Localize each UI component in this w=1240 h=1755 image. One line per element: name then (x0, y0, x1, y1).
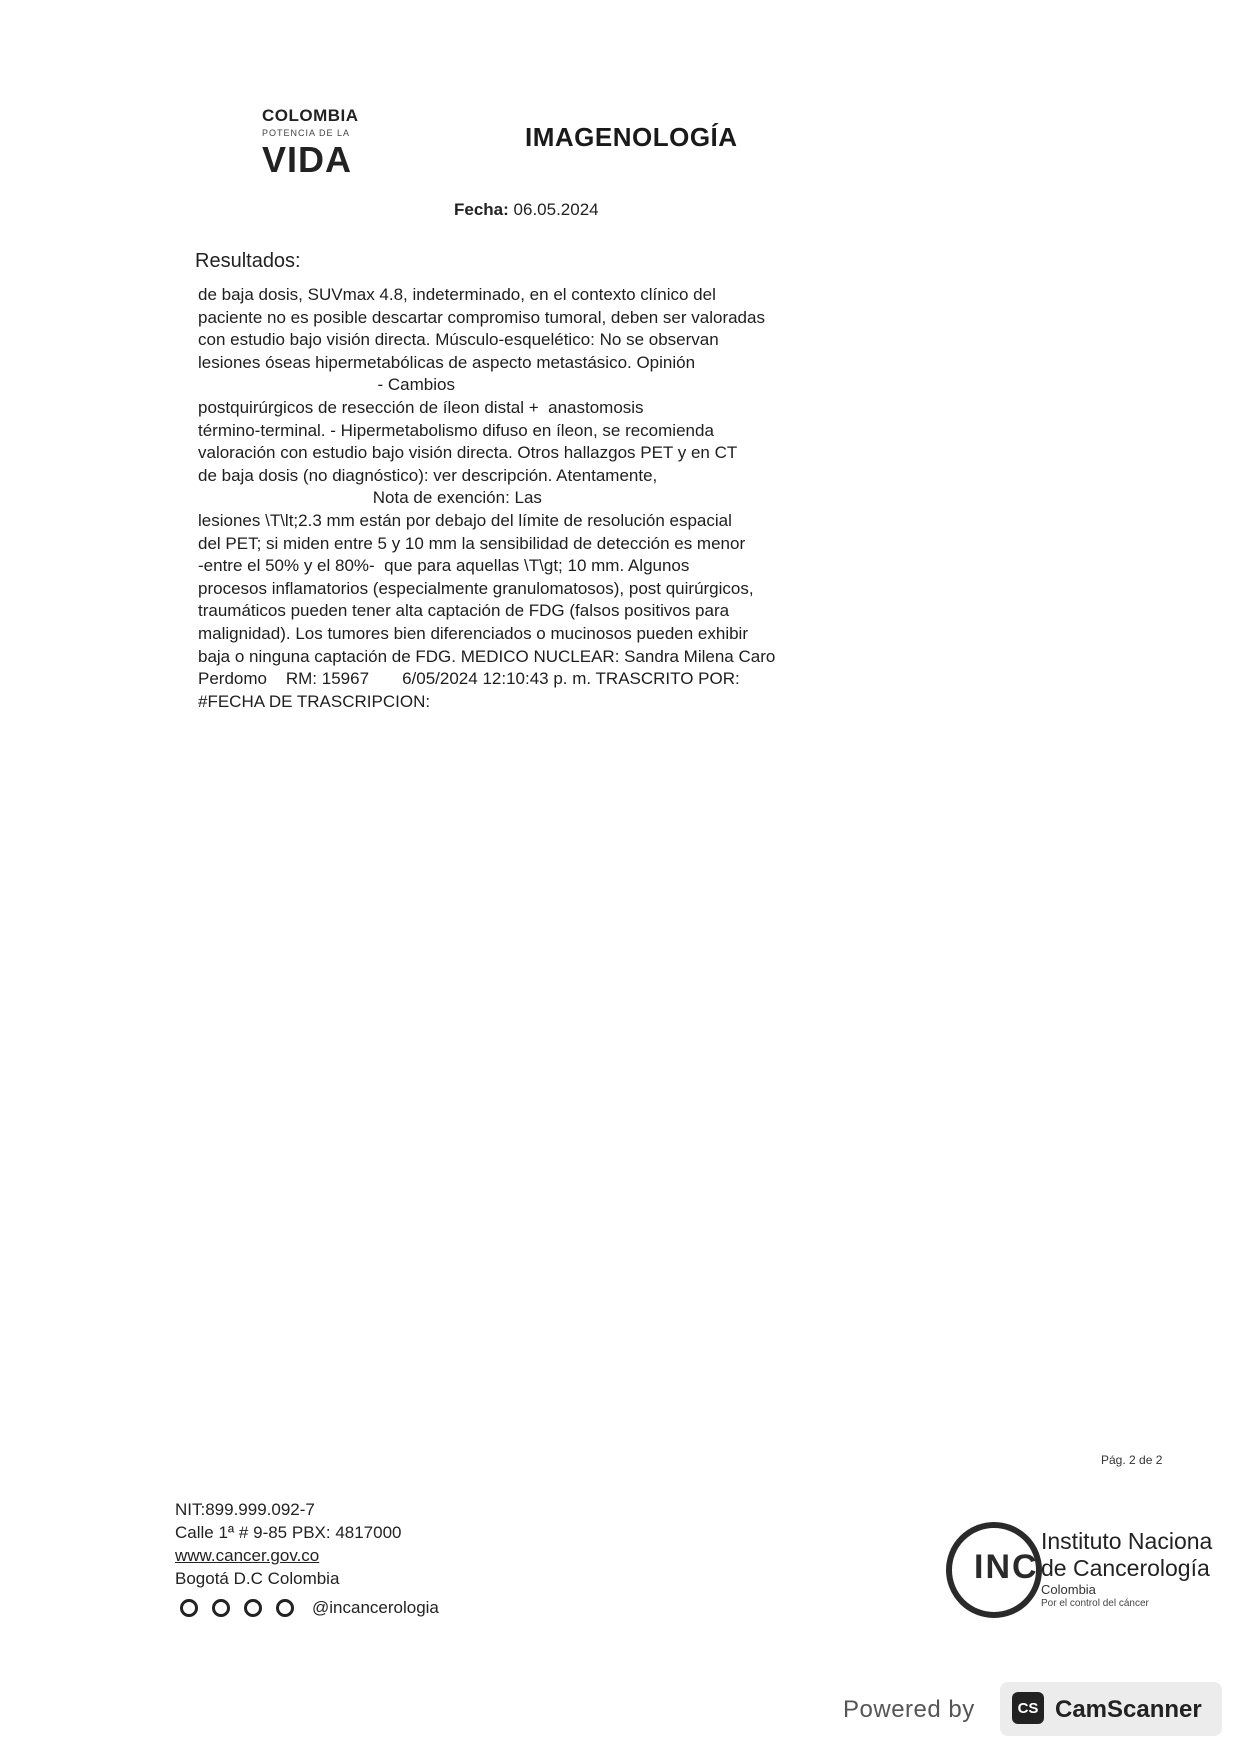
report-line: término-terminal. - Hipermetabolismo difuso en íleon, se recomienda (198, 420, 714, 440)
facebook-icon[interactable] (212, 1599, 230, 1617)
report-line: #FECHA DE TRASCRIPCION: (198, 691, 431, 711)
report-line: baja o ninguna captación de FDG. MEDICO NUCLEAR: Sandra Milena Caro (198, 646, 776, 666)
youtube-icon[interactable] (276, 1599, 294, 1617)
report-line: valoración con estudio bajo visión directa. Otros hallazgos PET y en CT (198, 443, 738, 463)
camscanner-brand: CamScanner (1055, 1696, 1202, 1723)
institution-country: Colombia (1041, 1582, 1096, 1597)
institution-name-line2: de Cancerología (1041, 1555, 1210, 1581)
logo-colombia-text: COLOMBIA (262, 106, 359, 125)
footer-address: Calle 1ª # 9-85 PBX: 4817000 (175, 1523, 402, 1542)
report-line: con estudio bajo visión directa. Músculo-esquelético: No se observan (198, 330, 719, 350)
footer-website-link[interactable]: www.cancer.gov.co (175, 1546, 320, 1565)
social-row (180, 1598, 439, 1618)
date-value: 06.05.2024 (513, 200, 599, 219)
date-label: Fecha: (454, 200, 509, 219)
report-date (454, 200, 599, 220)
document-title: IMAGENOLOGÍA (525, 122, 738, 152)
institution-logo-mark: INC (974, 1548, 1039, 1586)
report-line: lesiones óseas hipermetabólicas de aspecto metastásico. Opinión (198, 352, 696, 372)
report-line: del PET; si miden entre 5 y 10 mm la sensibilidad de detección es menor (198, 533, 746, 553)
institution-name-line1: Instituto Naciona (1041, 1528, 1213, 1554)
report-line: malignidad). Los tumores bien diferenciados o mucinosos pueden exhibir (198, 623, 748, 643)
report-line: lesiones \T\lt;2.3 mm están por debajo del límite de resolución espacial (198, 510, 732, 530)
report-line: de baja dosis, SUVmax 4.8, indeterminado, en el contexto clínico del (198, 285, 716, 304)
twitter-icon[interactable] (244, 1599, 262, 1617)
report-body (198, 284, 858, 713)
page-number: Pág. 2 de 2 (1101, 1453, 1163, 1467)
footer-city: Bogotá D.C Colombia (175, 1569, 340, 1588)
instagram-icon[interactable] (180, 1599, 198, 1617)
results-heading: Resultados: (195, 250, 301, 272)
report-line: postquirúrgicos de resección de íleon distal + anastomosis (198, 397, 644, 417)
footer-contact (175, 1498, 402, 1590)
social-handle: @incancerologia (312, 1598, 439, 1617)
report-line: de baja dosis (no diagnóstico): ver descripción. Atentamente, (198, 465, 658, 485)
report-line: traumáticos pueden tener alta captación de FDG (falsos positivos para (198, 601, 730, 621)
logo-vida-text: VIDA (262, 139, 353, 180)
report-line: procesos inflamatorios (especialmente granulomatosos), post quirúrgicos, (198, 578, 754, 598)
powered-by-text: Powered by (843, 1696, 975, 1723)
institution-slogan: Por el control del cáncer (1041, 1598, 1149, 1609)
report-line: Perdomo RM: 15967 6/05/2024 12:10:43 p. m. TRASCRITO POR: (198, 669, 740, 689)
report-line: paciente no es posible descartar compromiso tumoral, deben ser valoradas (198, 307, 765, 327)
report-line: - Cambios (198, 375, 455, 395)
report-line: -entre el 50% y el 80%- que para aquellas \T\gt; 10 mm. Algunos (198, 556, 690, 576)
camscanner-icon: CS (1012, 1692, 1044, 1724)
footer-nit: NIT:899.999.092-7 (175, 1500, 315, 1519)
report-line: Nota de exención: Las (198, 488, 542, 508)
logo-potencia-text: POTENCIA DE LA (262, 128, 351, 138)
